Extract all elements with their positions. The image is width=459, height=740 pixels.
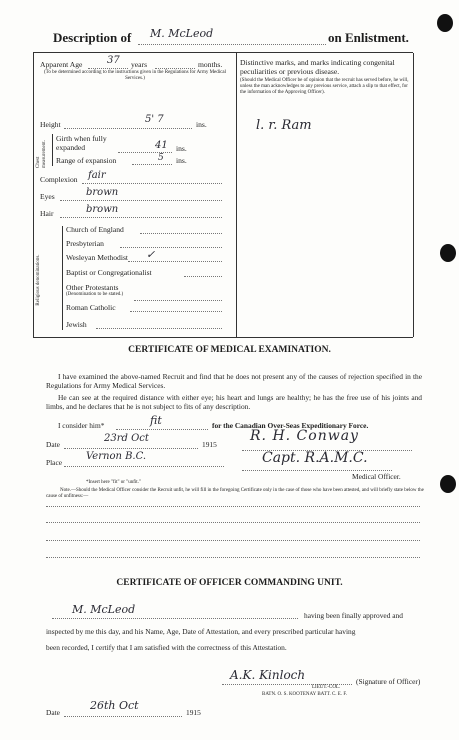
religion-brace	[62, 226, 63, 330]
religion-church-of-england: Church of England	[66, 225, 124, 234]
age-note: (To be determined according to the instructions given in the Regulations for Army Medical Services.)	[44, 70, 226, 81]
apparent-age-value: 37	[107, 55, 120, 66]
girth-ins-label: ins.	[176, 144, 187, 153]
consider-prefix: I consider him*	[58, 421, 105, 430]
religion-line-4	[184, 276, 222, 277]
medical-paragraph-1: I have examined the above-named Recruit and find that he does not present any of the causes of rejection specified in the Regulations for Army Medical Services.	[46, 372, 422, 391]
chest-label: Chest measurement.	[36, 140, 47, 168]
title-suffix: on Enlistment.	[328, 30, 409, 45]
range-ins-label: ins.	[176, 156, 187, 165]
unfit-reason-line-1	[46, 506, 420, 507]
officer-date-label: Date	[46, 708, 60, 717]
officer-line3: been recorded, I certify that I am satisfied with the correctness of this Attestation.	[46, 643, 287, 652]
eyes-label: Eyes	[40, 192, 55, 201]
column-divider	[236, 53, 237, 337]
unfit-reason-line-3	[46, 540, 420, 541]
range-label: Range of expansion	[56, 156, 117, 165]
place-label: Place	[46, 458, 63, 467]
eyes-line	[60, 200, 222, 201]
eyes-value: brown	[86, 187, 119, 198]
punch-hole-bottom	[440, 475, 456, 493]
apparent-age-label: Apparent Age	[40, 60, 83, 69]
years-label: years	[131, 60, 148, 69]
officer-recruit-name: M. McLeod	[72, 603, 136, 616]
complexion-line	[82, 183, 222, 184]
hair-line	[60, 217, 222, 218]
girth-value: 41	[155, 140, 168, 151]
religion-roman-catholic: Roman Catholic	[66, 303, 116, 312]
place-line	[64, 466, 224, 467]
medical-date-value: 23rd Oct	[104, 433, 149, 444]
religion-line-5	[134, 300, 222, 301]
girth-label: Girth when fully expanded	[56, 134, 107, 152]
religion-line-2	[120, 247, 222, 248]
hair-value: brown	[86, 204, 119, 215]
religion-denomination-note: (Denomination to be stated.)	[66, 292, 124, 297]
medical-year-label: 1915	[202, 440, 217, 449]
place-value: Vernon B.C.	[86, 451, 147, 462]
height-line	[64, 128, 192, 129]
medical-officer-signature-2: Capt. R.A.M.C.	[262, 450, 368, 466]
religion-checkmark: ✓	[146, 248, 156, 261]
religion-presbyterian: Presbyterian	[66, 239, 104, 248]
medical-date-label: Date	[46, 440, 60, 449]
punch-hole-middle	[440, 244, 456, 262]
medical-officer-signature-1: R. H. Conway	[250, 428, 359, 444]
medical-officer-label: Medical Officer.	[352, 472, 401, 481]
bottom-rule	[33, 337, 413, 338]
religion-line-3	[128, 261, 222, 262]
months-line	[155, 68, 195, 69]
punch-hole-top	[437, 14, 453, 32]
officer-line2: inspected by me this day, and his Name, Age, Date of Attestation, and every prescribed particular having	[46, 627, 356, 636]
complexion-label: Complexion	[40, 175, 78, 184]
title-name-handwritten: M. McLeod	[150, 27, 214, 40]
height-label: Height	[40, 120, 61, 129]
medical-certificate-heading: CERTIFICATE OF MEDICAL EXAMINATION.	[128, 345, 331, 355]
distinctive-marks-label: Distinctive marks, and marks indicating congenital peculiarities or previous disease.	[240, 58, 395, 76]
chest-brace	[52, 134, 53, 166]
religion-other-protestants: Other Protestants	[66, 283, 119, 292]
medical-date-line	[64, 448, 198, 449]
medical-signature-line-2	[242, 470, 392, 471]
height-value: 5' 7	[145, 114, 164, 125]
complexion-value: fair	[88, 170, 106, 181]
distinctive-marks-note: (Should the Medical Officer be of opinion that the recruit has served before, he will, unless the man acknowledges to any previous service, attach a slip to that effect, for the information of the Approving Officer).	[240, 78, 409, 95]
insert-fit-note: *Insert here "fit" or "unfit."	[86, 480, 141, 485]
officer-stamp-line-1: LIEUT.-COL.	[312, 685, 341, 690]
officer-stamp-line-2: BATN. O. S. KOOTENAY BATT. C. E. F.	[262, 692, 347, 697]
officer-year-label: 1915	[186, 708, 201, 717]
officer-signature: A.K. Kinloch	[230, 668, 306, 682]
consider-value: fit	[150, 414, 162, 427]
religion-line-7	[96, 328, 222, 329]
officer-date-line	[64, 716, 182, 717]
age-line	[88, 68, 128, 69]
religion-line-1	[140, 233, 222, 234]
religion-methodist: Wesleyan Methodist	[66, 253, 129, 262]
distinctive-marks-value: l. r. Ram	[256, 118, 312, 133]
medical-paragraph-2: He can see at the required distance with either eye; his heart and lungs are healthy; he has the free use of his joints and limbs, and he declares that he is not subject to fits of any description.	[46, 393, 422, 412]
consider-line	[116, 429, 208, 430]
officer-line1-suffix: having been finally approved and	[304, 611, 403, 620]
unfit-note: Note.—Should the Medical Officer consider the Recruit unfit, he will fill in the foregoing Certificate only in the case of those who have been attested, and will briefly state below the cause of unfitness:—	[46, 488, 424, 499]
religion-label: Religious denominations.	[36, 254, 41, 306]
religion-baptist: Baptist or Congregationalist	[66, 268, 152, 277]
religion-line-6	[130, 311, 222, 312]
religion-jewish: Jewish	[66, 320, 87, 329]
unfit-reason-line-2	[46, 522, 420, 523]
officer-signature-label: (Signature of Officer)	[356, 677, 421, 686]
officer-date-value: 26th Oct	[90, 699, 139, 712]
officer-certificate-heading: CERTIFICATE OF OFFICER COMMANDING UNIT.	[116, 578, 343, 588]
right-frame	[413, 53, 414, 337]
consider-suffix: for the Canadian Over-Seas Expeditionary Force.	[212, 421, 369, 430]
range-line	[132, 164, 172, 165]
unfit-reason-line-4	[46, 557, 420, 558]
top-rule	[33, 52, 413, 53]
title-prefix: Description of	[53, 30, 132, 45]
officer-name-line	[52, 618, 298, 619]
hair-label: Hair	[40, 209, 54, 218]
title-name-line	[138, 44, 326, 45]
range-value: 5	[158, 153, 164, 163]
height-ins-label: ins.	[196, 120, 207, 129]
months-label: months.	[198, 60, 223, 69]
left-frame	[33, 53, 34, 337]
